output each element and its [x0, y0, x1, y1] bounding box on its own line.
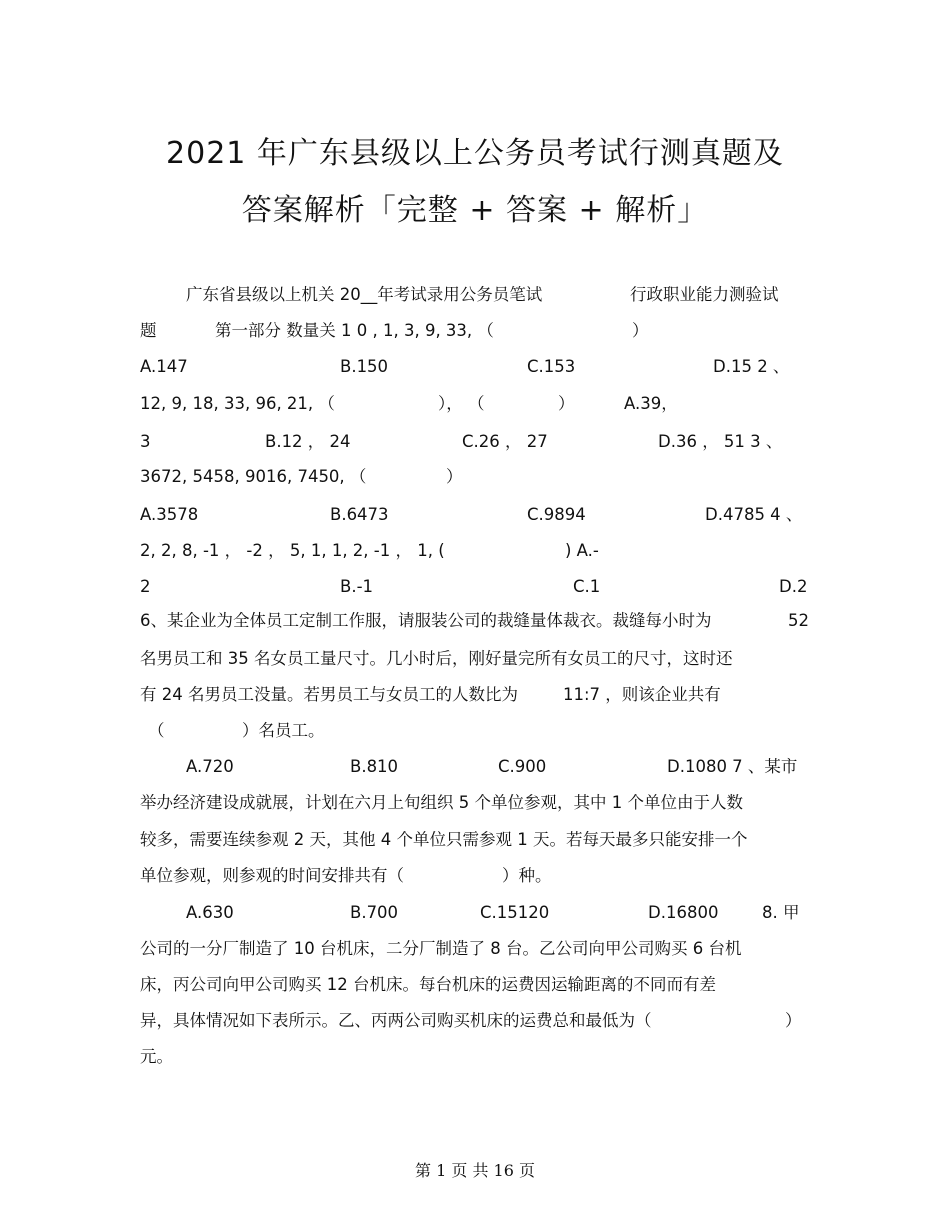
- text-line-segment: 6、某企业为全体员工定制工作服，请服装公司的裁缝量体裁衣。裁缝每小时为: [140, 611, 712, 630]
- page-title-line-1: 2021 年广东县级以上公务员考试行测真题及: [166, 136, 784, 171]
- text-line-segment: 11:7 ，则该企业共有: [563, 685, 721, 704]
- text-line-segment: D.36 ， 51 3 、: [658, 432, 783, 451]
- text-line-segment: C.9894: [527, 505, 586, 524]
- text-line-segment: C.153: [527, 357, 576, 376]
- text-line-segment: ）: [558, 394, 575, 413]
- text-line-segment: 名男员工和 35 名女员工量尺寸。几小时后，刚好量完所有女员工的尺寸，这时还: [140, 649, 733, 668]
- text-line-segment: A.720: [186, 757, 234, 776]
- text-line-segment: A.3578: [140, 505, 199, 524]
- text-line-segment: C.900: [498, 757, 547, 776]
- text-line-segment: 3672, 5458, 9016, 7450, （: [140, 467, 367, 486]
- text-line-segment: 有 24 名男员工没量。若男员工与女员工的人数比为: [140, 685, 518, 704]
- text-line-segment: B.12 ， 24: [265, 432, 351, 451]
- text-line-segment: ) A.-: [565, 541, 599, 560]
- text-line-segment: 公司的一分厂制造了 10 台机床，二分厂制造了 8 台。乙公司向甲公司购买 6 台机: [140, 939, 742, 958]
- page-title-line-2: 答案解析「完整 + 答案 + 解析」: [241, 193, 709, 228]
- text-line-segment: A.147: [140, 357, 188, 376]
- text-line-segment: 元。: [140, 1047, 173, 1066]
- text-line-segment: 单位参观，则参观的时间安排共有（: [140, 866, 404, 885]
- text-line-segment: 第一部分 数量关 1 0 , 1, 3, 9, 33, （: [215, 321, 494, 340]
- text-line-segment: B.-1: [340, 577, 374, 596]
- page-footer: 第 1 页 共 16 页: [415, 1161, 535, 1180]
- text-line-segment: 较多，需要连续参观 2 天，其他 4 个单位只需参观 1 天。若每天最多只能安排一个: [140, 830, 748, 849]
- text-line-segment: 床，丙公司向甲公司购买 12 台机床。每台机床的运费因运输距离的不同而有差: [140, 975, 716, 994]
- text-line-segment: B.6473: [330, 505, 389, 524]
- text-line-segment: （: [148, 721, 165, 740]
- text-line-segment: 3: [140, 432, 151, 451]
- text-line-segment: ）种。: [502, 866, 552, 885]
- text-line-segment: C.26 ， 27: [462, 432, 548, 451]
- text-line-segment: 2: [140, 577, 151, 596]
- text-line-segment: C.1: [573, 577, 601, 596]
- text-line-segment: ）名员工。: [242, 721, 325, 740]
- text-line-segment: ）: [446, 467, 463, 486]
- text-line-segment: 题: [140, 321, 157, 340]
- text-line-segment: D.16800: [648, 903, 719, 922]
- text-line-segment: A.630: [186, 903, 234, 922]
- text-line-segment: D.2: [779, 577, 808, 596]
- text-line-segment: 广东省县级以上机关 20__年考试录用公务员笔试: [186, 285, 543, 304]
- text-line-segment: D.15 2 、: [713, 357, 790, 376]
- text-line-segment: D.4785 4 、: [705, 505, 803, 524]
- text-line-segment: 8. 甲: [762, 903, 800, 922]
- text-line-segment: ）: [632, 321, 649, 340]
- text-line-segment: D.1080 7 、某市: [667, 757, 798, 776]
- text-line-segment: 举办经济建设成就展，计划在六月上旬组织 5 个单位参观，其中 1 个单位由于人数: [140, 793, 743, 812]
- text-line-segment: ）， （: [438, 394, 485, 413]
- text-line-segment: ）: [785, 1011, 802, 1030]
- text-line-segment: 异，具体情况如下表所示。乙、丙两公司购买机床的运费总和最低为（: [140, 1011, 652, 1030]
- text-line-segment: 2, 2, 8, -1 ， -2 ， 5, 1, 1, 2, -1 ， 1, (: [140, 541, 445, 560]
- text-line-segment: C.15120: [480, 903, 550, 922]
- text-line-segment: A.39，: [624, 394, 678, 413]
- text-line-segment: B.810: [350, 757, 399, 776]
- text-line-segment: B.150: [340, 357, 389, 376]
- text-line-segment: 52: [788, 611, 809, 630]
- text-line-segment: 12, 9, 18, 33, 96, 21, （: [140, 394, 335, 413]
- text-line-segment: 行政职业能力测验试: [630, 285, 779, 304]
- text-line-segment: B.700: [350, 903, 399, 922]
